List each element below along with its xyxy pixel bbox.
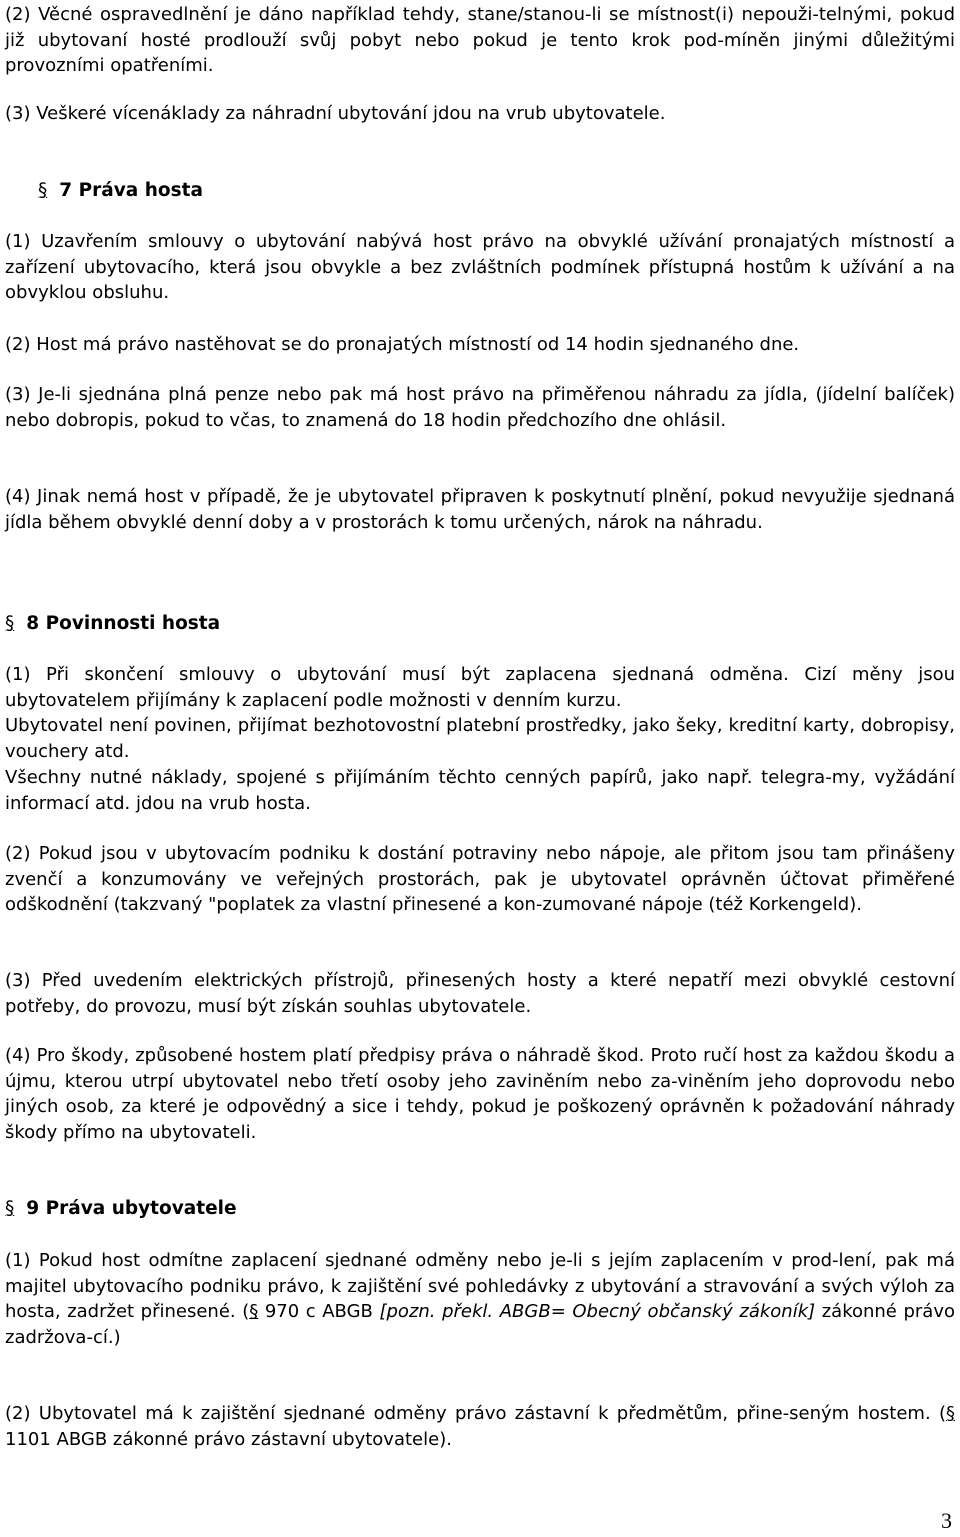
section-title: 7 Práva hosta [59,180,203,201]
page-number: 3 [941,1508,952,1533]
paragraph-text: (3) Je-li sjednána plná penze nebo pak má host právo na přiměřenou náhradu za jídla, (jídelní balíček) nebo dobropis, pokud to včas, to znamená do 18 hodin předchozího dne ohlásil. [5,384,955,431]
paragraph-text: (1) Uzavřením smlouvy o ubytování nabývá host právo na obvyklé užívání pronajatých místností a zařízení ubytovacího, která jsou obvykle a bez zvláštních podmínek přístupná hostům k užívání a na obvyklou obsluhu. [5,231,955,304]
paragraph [5,101,955,127]
section-sign: § [38,180,48,201]
paragraph [5,484,955,535]
paragraph [5,229,955,306]
paragraph-text: (2) Věcné ospravedlnění je dáno například tehdy, stane/stanou-li se místnost(i) nepouži-telnými, pokud již ubytovaní hosté prodlouží svůj pobyt nebo pokud je tento krok pod-míněn jinými důležitými provozními opatřeními. [5,4,955,77]
paragraph [5,332,955,358]
paragraph [5,841,955,918]
paragraph-text: (2) Pokud jsou v ubytovacím podniku k dostání potraviny nebo nápoje, ale přitom jsou tam přinášeny zvenčí a konzumovány ve veřejných prostorách, pak je ubytovatel oprávněn účtovat přiměřené odškodnění (takzvaný "poplatek za vlastní přinesené a kon-zumované nápoje (též Korkengeld). [5,843,955,916]
paragraph-text: (1) Při skončení smlouvy o ubytování musí být zaplacena sjednaná odměna. Cizí měny jsou ubytovatelem přijímány k zaplacení podle možnosti v denním kurzu. [5,664,955,711]
section-sign: § [946,1403,955,1424]
paragraph [5,1248,955,1351]
paragraph [5,968,955,1019]
paragraph-text: Všechny nutné náklady, spojené s přijímáním těchto cenných papírů, jako např. telegra-my, vyžádání informací atd. jdou na vrub hosta. [5,766,955,814]
paragraph [5,1401,955,1452]
paragraph [5,1043,955,1146]
section-heading-8 [5,611,220,637]
section-heading-9 [5,1196,237,1222]
paragraph-text: (2) Host má právo nastěhovat se do pronajatých místností od 14 hodin sjednaného dne. [5,334,800,355]
paragraph-text: (1) Pokud host odmítne zaplacení sjednané odměny nebo je-li s jejím zaplacením v prod-lení, pak má majitel ubytovacího podniku právo, k zajištění své pohledávky z ubytování a stravování a svých výloh za hosta, zadržet přinesené. (§ 970 c ABGB [pozn. překl. ABGB= Obecný občanský zákoník] zákonné právo zadržova-cí.) [5,1250,955,1349]
paragraph-text: Ubytovatel není povinen, přijímat bezhotovostní platební prostředky, jako šeky, kreditní karty, dobropisy, vouchery atd. [5,715,955,763]
paragraph-text: (4) Jinak nemá host v případě, že je ubytovatel připraven k poskytnutí plnění, pokud nevyužije sjednaná jídla během obvyklé denní doby a v prostorách k tomu určených, nárok na náhradu. [5,486,955,533]
paragraph [5,382,955,433]
paragraph-text: (4) Pro škody, způsobené hostem platí předpisy práva o náhradě škod. Proto ručí host za každou škodu a újmu, kterou utrpí ubytovatel nebo třetí osoby jeho zaviněním nebo za-viněním jeho doprovodu nebo jiných osob, za které je odpovědný a sice i tehdy, pokud je poškozený oprávněn k požadování náhrady škody přímo na ubytovateli. [5,1045,955,1144]
section-sign: § [5,613,15,634]
section-title: 9 Práva ubytovatele [26,1198,237,1219]
section-sign: § [249,1301,259,1323]
paragraph-text: (2) Ubytovatel má k zajištění sjednané odměny právo zástavní k předmětům, přine-seným hostem. (§ 1101 ABGB zákonné právo zástavní ubytovatele). [5,1403,955,1450]
paragraph-text: (3) Před uvedením elektrických přístrojů, přinesených hosty a které nepatří mezi obvyklé cestovní potřeby, do provozu, musí být získán souhlas ubytovatele. [5,970,955,1017]
section-heading-7 [38,178,203,204]
paragraph [5,2,955,79]
section-sign: § [5,1198,15,1219]
paragraph-text: (3) Veškeré vícenáklady za náhradní ubytování jdou na vrub ubytovatele. [5,103,666,124]
paragraph [5,662,955,816]
section-title: 8 Povinnosti hosta [26,613,221,634]
